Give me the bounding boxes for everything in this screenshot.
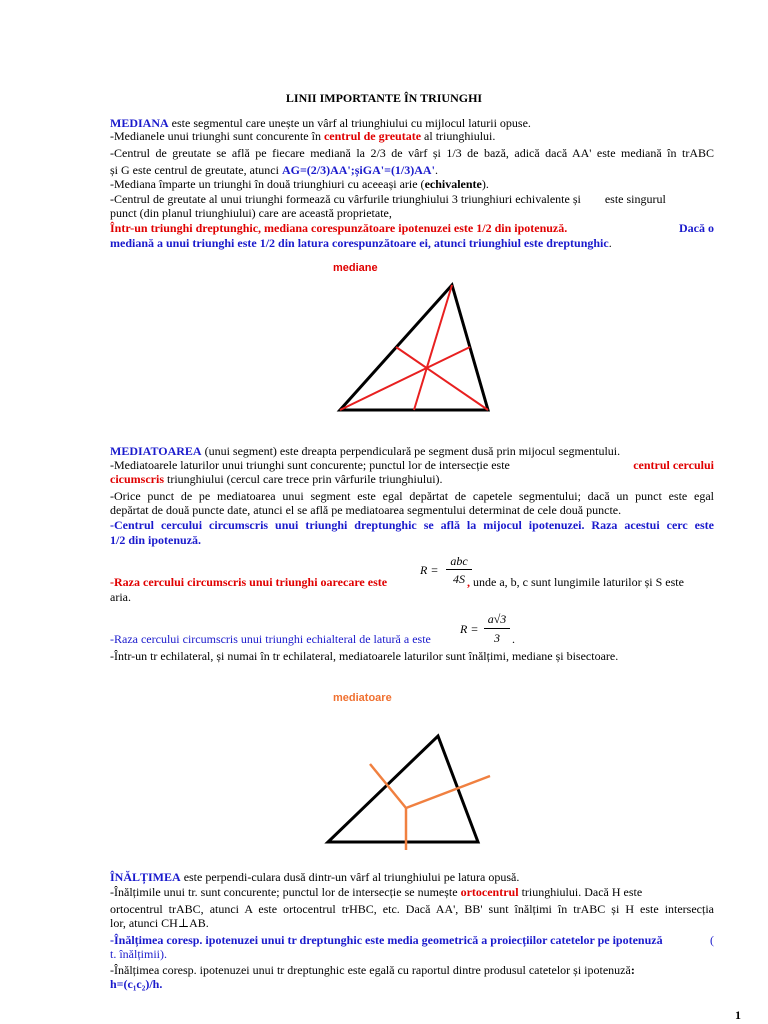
mediatoarea-text: -Mediatoarele laturilor unui triunghi sunt concurente; punctul lor de intersecție este	[110, 458, 510, 472]
inaltimea-theorem-reference: t. înălțimii).	[110, 947, 167, 961]
mediana-text: și G este centrul de greutate, atunci	[110, 163, 282, 177]
raza-echilateral-text: -Raza cercului circumscris unui triunghi echialteral de latură a este	[110, 632, 431, 646]
formula-numerator: a√3	[487, 612, 507, 626]
mediana-line-8	[110, 222, 714, 235]
mediana-converse-start: Dacă o	[679, 221, 714, 235]
formula-denominator: 3	[494, 631, 500, 645]
cicumscris-term: cicumscris	[110, 472, 164, 486]
formula-r-label: R =	[460, 622, 479, 636]
mediatoarea-text: ,	[467, 575, 470, 589]
echivalente-term: echivalente	[424, 177, 482, 191]
formula-denominator: 4S	[453, 572, 465, 586]
mediana-text: ).	[481, 177, 489, 191]
ortocentrul-term: ortocentrul	[460, 885, 519, 899]
mediatoarea-term: MEDIATOAREA	[110, 444, 202, 458]
inaltimea-text: -Înălțimile unui tr. sunt concurente; punctul lor de intersecție se numește	[110, 885, 461, 899]
mediatoarea-text: triunghiului (cercul care trece prin vârfurile triunghiului).	[163, 472, 443, 486]
mediatoarea-line-1	[110, 445, 714, 458]
inaltimea-term: ÎNĂLȚIMEA	[110, 870, 181, 884]
mediana-line-4	[110, 164, 714, 177]
centrul-cercului-term: centrul cercului	[633, 458, 714, 472]
mediana-text: -Mediana împarte un triunghi în două triunghiuri cu aceeași arie (	[110, 177, 425, 191]
perpendicular-bisector-line	[406, 776, 490, 808]
mediana-text: .	[608, 236, 612, 250]
mediana-text: al triunghiului.	[421, 129, 496, 143]
mediatoarea-text: .	[512, 632, 515, 646]
inaltimea-line-6	[110, 948, 714, 961]
raza-oarecare-text: -Raza cercului circumscris unui triunghi oarecare este	[110, 575, 388, 589]
mediana-formula: AG=(2/3)AA';șiGA'=(1/3)AA'	[281, 163, 435, 177]
inaltimea-definition: este perpendi-culara dusă dintr-un vârf al triunghiului pe latura opusă.	[180, 870, 520, 884]
mediana-line-5	[110, 178, 714, 191]
mediana-line-2	[110, 130, 714, 143]
mediana-right-triangle-property: Într-un triunghi dreptunghic, mediana corespunzătoare ipotenuzei este 1/2 din ipotenuză.	[110, 221, 568, 235]
perpendicular-bisectors-figure	[320, 730, 510, 850]
inaltimea-line-5	[110, 934, 714, 947]
mediana-term: MEDIANA	[110, 116, 169, 130]
inaltimea-text: -Înălțimea coresp. ipotenuzei unui tr dreptunghic este egală cu raportul dintre produsul catetelor și ipotenuză	[110, 963, 631, 977]
mediatoarea-definition: (unui segment) este dreapta perpendiculară pe segment dusă prin mijocul segmentului.	[201, 444, 621, 458]
mediatoarea-text: unde a, b, c sunt lungimile laturilor și S este	[473, 575, 684, 589]
mediatoarea-line-11: -Într-un tr echilateral, și numai în tr echilateral, mediatoarele laturilor sunt înălțimi, mediane și bisectoare.	[110, 649, 619, 663]
inaltimea-geometric-mean-property: -Înălțimea coresp. ipotenuzei unui tr dreptunghic este media geometrică a proiecțiilor catetelor pe ipotenuză	[110, 933, 663, 947]
mediana-line-6: -Centrul de greutate al unui triunghi formează cu vârfurile triunghiului 3 triunghiuri echivalente și este singurul	[110, 192, 666, 206]
mediane-figure-label: mediane	[333, 262, 378, 274]
mediana-line-3: -Centrul de greutate se află pe fiecare mediană la 2/3 de vârf și 1/3 de bază, adică dacă AA' este mediană în trABC	[110, 146, 714, 160]
page-title: LINII IMPORTANTE ÎN TRIUNGHI	[285, 91, 483, 105]
mediana-text: -Medianele unui triunghi sunt concurente în	[110, 129, 324, 143]
mediatoare-figure-label: mediatoare	[333, 692, 392, 704]
triangle-outline	[340, 285, 488, 410]
mediana-line-7: punct (din planul triunghiului) care are această proprietate,	[110, 206, 392, 220]
formula-fraction-bar	[484, 628, 510, 629]
page-number: 1	[735, 1008, 741, 1022]
inaltimea-line-8: h=(c₁c₂)/h.	[110, 977, 163, 991]
mediana-text: .	[434, 163, 438, 177]
mediatoarea-line-4: -Orice punct de pe mediatoarea unui segment este egal depărtat de capetele segmentului; dacă un punct este egal	[110, 489, 714, 503]
inaltimea-line-2	[110, 886, 714, 899]
mediatoarea-line-5: depărtat de două puncte date, atunci el se află pe mediatoarea segmentului determinat de cele două puncte.	[110, 503, 622, 517]
mediatoarea-line-7: 1/2 din ipotenuză.	[110, 533, 202, 547]
medians-triangle-figure	[320, 280, 520, 420]
formula-fraction-bar	[446, 569, 472, 570]
mediana-line-9	[110, 237, 714, 250]
mediana-converse-property: mediană a unui triunghi este 1/2 din latura corespunzătoare ei, atunci triunghiul este dreptunghic	[110, 236, 609, 250]
inaltimea-line-1	[110, 871, 714, 884]
inaltimea-line-4: lor, atunci CH⊥AB.	[110, 916, 209, 930]
mediana-definition: este segmentul care unește un vârf al triunghiului cu mijlocul laturii opuse.	[168, 116, 531, 130]
inaltimea-text: (	[710, 933, 714, 947]
centrul-de-greutate-term: centrul de greutate	[323, 129, 422, 143]
mediatoarea-line-9: aria.	[110, 590, 131, 604]
mediatoarea-line-6: -Centrul cercului circumscris unui triunghi dreptunghic se află la mijocul ipotenuzei. Raza acestui cerc este	[110, 518, 714, 532]
median-line	[396, 347, 488, 410]
median-line	[414, 285, 452, 410]
inaltimea-line-7	[110, 964, 714, 977]
mediatoarea-line-10	[110, 633, 714, 646]
mediatoarea-line-2	[110, 459, 714, 472]
inaltimea-text: triunghiului. Dacă H este	[518, 885, 643, 899]
formula-r-label: R =	[420, 563, 439, 577]
median-line	[340, 347, 470, 410]
formula-numerator: abc	[450, 554, 468, 568]
inaltimea-line-3: ortocentrul trABC, atunci A este ortocentrul trHBC, etc. Dacă AA', BB' sunt înălțimi în trABC și H este intersecția	[110, 902, 714, 916]
mediatoarea-line-3	[110, 473, 714, 486]
mediatoarea-line-8	[110, 576, 714, 589]
inaltimea-text: :	[630, 963, 635, 977]
